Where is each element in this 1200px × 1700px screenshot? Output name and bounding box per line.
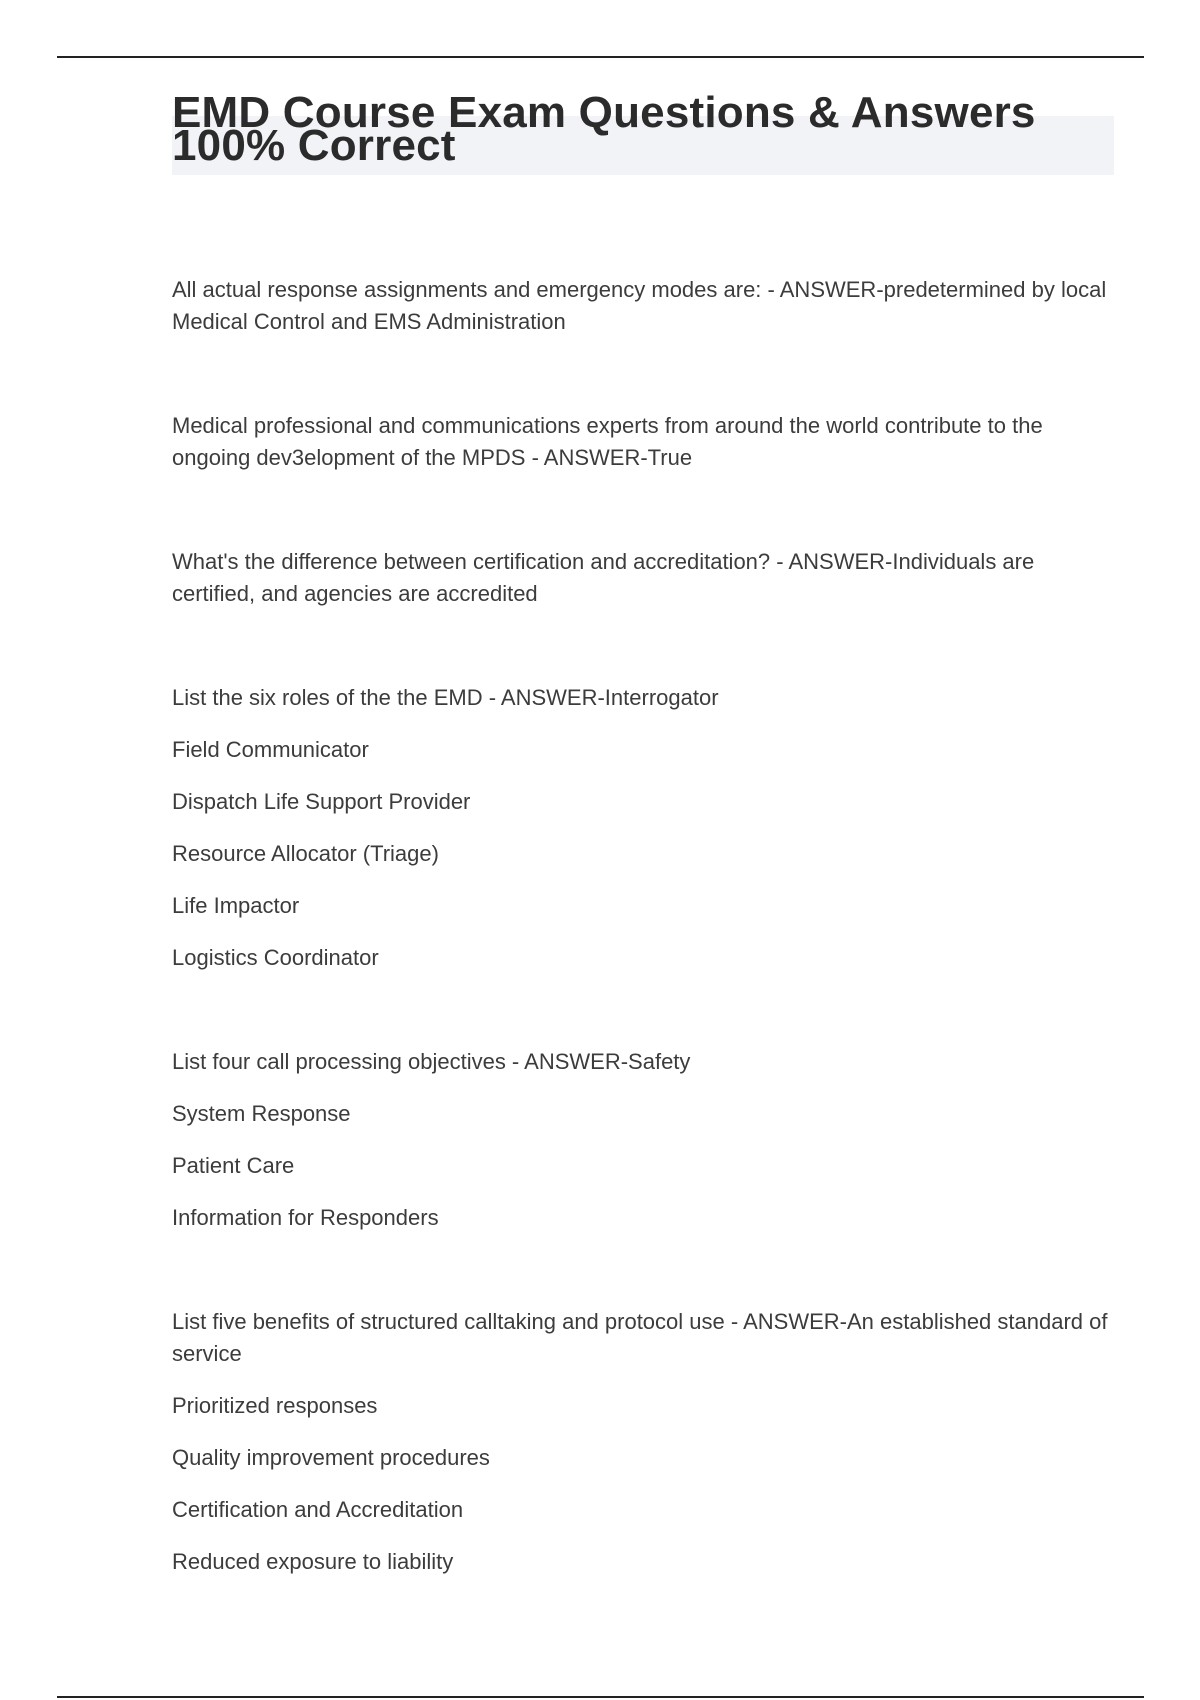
bottom-divider [57,1696,1144,1698]
answer-line: Information for Responders [172,1205,439,1230]
qa-item [172,682,1122,974]
answer-line: Field Communicator [172,737,369,762]
answer-line: System Response [172,1101,351,1126]
answer-line: Resource Allocator (Triage) [172,841,439,866]
answer-line: Logistics Coordinator [172,945,379,970]
answer-line: Patient Care [172,1153,295,1178]
qa-item [172,1306,1122,1578]
qa-item [172,546,1122,610]
qa-question-answer: List five benefits of structured calltaking and protocol use - ANSWER-An established standard of service [172,1309,1108,1366]
qa-question-answer: Medical professional and communications experts from around the world contribute to the ongoing dev3elopment of the MPDS - ANSWER-True [172,413,1043,470]
answer-line: Life Impactor [172,893,300,918]
qa-question-answer: List four call processing objectives - ANSWER-Safety [172,1049,691,1074]
answer-line: Quality improvement procedures [172,1445,490,1470]
qa-question-answer: List the six roles of the the EMD - ANSWER-Interrogator [172,685,719,710]
qa-item [172,1046,1122,1234]
qa-list [172,274,1122,1578]
answer-line: Reduced exposure to liability [172,1549,454,1574]
top-divider [57,56,1144,58]
qa-item [172,410,1122,474]
page-title: EMD Course Exam Questions & Answers 100% Correct [172,88,1036,170]
answer-line: Dispatch Life Support Provider [172,789,471,814]
qa-item [172,274,1122,338]
qa-question-answer: What's the difference between certification and accreditation? - ANSWER-Individuals are certified, and agencies are accredited [172,549,1035,606]
answer-line: Prioritized responses [172,1393,378,1418]
qa-question-answer: All actual response assignments and emergency modes are: - ANSWER-predetermined by local Medical Control and EMS Administration [172,277,1107,334]
answer-line: Certification and Accreditation [172,1497,464,1522]
